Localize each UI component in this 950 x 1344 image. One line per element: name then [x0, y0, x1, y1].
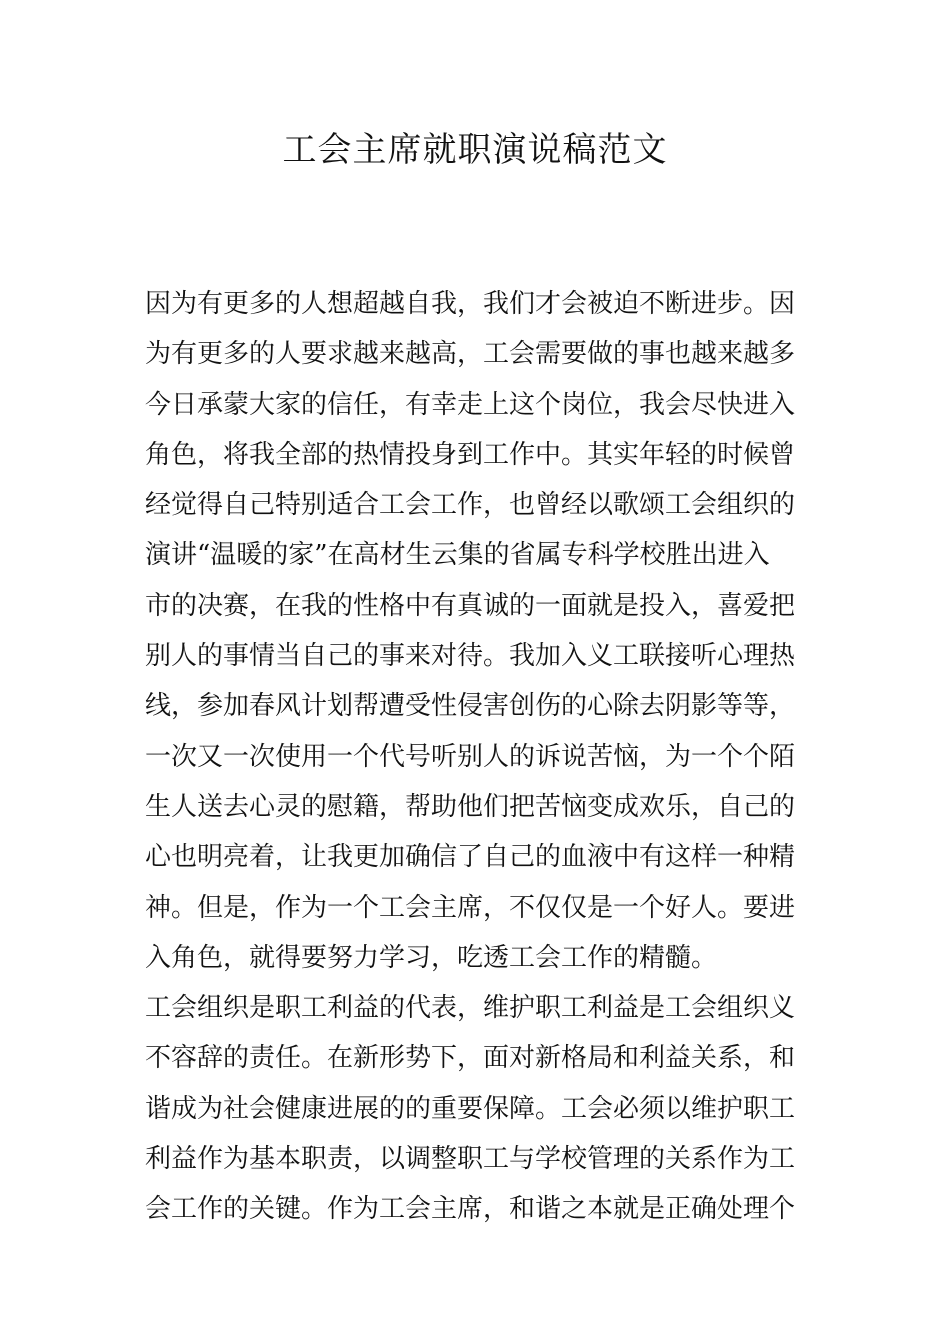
text-line: 市的决赛，在我的性格中有真诚的一面就是投入，喜爱把	[145, 590, 796, 621]
text-line: 不容辞的责任。在新形势下，面对新格局和利益关系，和	[145, 1043, 796, 1074]
text-line: 会工作的关键。作为工会主席，和谐之本就是正确处理个	[145, 1194, 796, 1225]
text-line: 谐成为社会健康进展的的重要保障。工会必须以维护职工	[145, 1093, 796, 1124]
text-line: 演讲“温暖的家”在高材生云集的省属专科学校胜出进入	[145, 540, 770, 571]
text-line: 线，参加春风计划帮遭受性侵害创伤的心除去阴影等等，	[145, 691, 796, 722]
document-title: 工会主席就职演说稿范文	[282, 130, 668, 170]
text-line: 为有更多的人要求越来越高，工会需要做的事也越来越多	[145, 339, 796, 370]
text-line: 别人的事情当自己的事来对待。我加入义工联接听心理热	[145, 641, 796, 672]
text-line: 经觉得自己特别适合工会工作，也曾经以歌颂工会组织的	[145, 490, 796, 521]
text-line: 因为有更多的人想超越自我，我们才会被迫不断进步。因	[145, 289, 796, 319]
text-line: 角色，将我全部的热情投身到工作中。其实年轻的时候曾	[145, 439, 796, 470]
text-line: 心也明亮着，让我更加确信了自己的血液中有这样一种精	[145, 842, 796, 873]
text-line: 入角色，就得要努力学习，吃透工会工作的精髓。	[145, 942, 718, 973]
text-line: 利益作为基本职责，以调整职工与学校管理的关系作为工	[145, 1144, 796, 1175]
text-line: 生人送去心灵的慰籍，帮助他们把苦恼变成欢乐，自己的	[145, 791, 796, 822]
text-line: 神。但是，作为一个工会主席，不仅仅是一个好人。要进	[145, 892, 796, 923]
text-line: 一次又一次使用一个代号听别人的诉说苦恼，为一个个陌	[145, 741, 796, 772]
text-line: 工会组织是职工利益的代表，维护职工利益是工会组织义	[145, 993, 796, 1024]
document-body	[145, 279, 815, 1235]
text-line: 今日承蒙大家的信任，有幸走上这个岗位，我会尽快进入	[145, 389, 796, 420]
